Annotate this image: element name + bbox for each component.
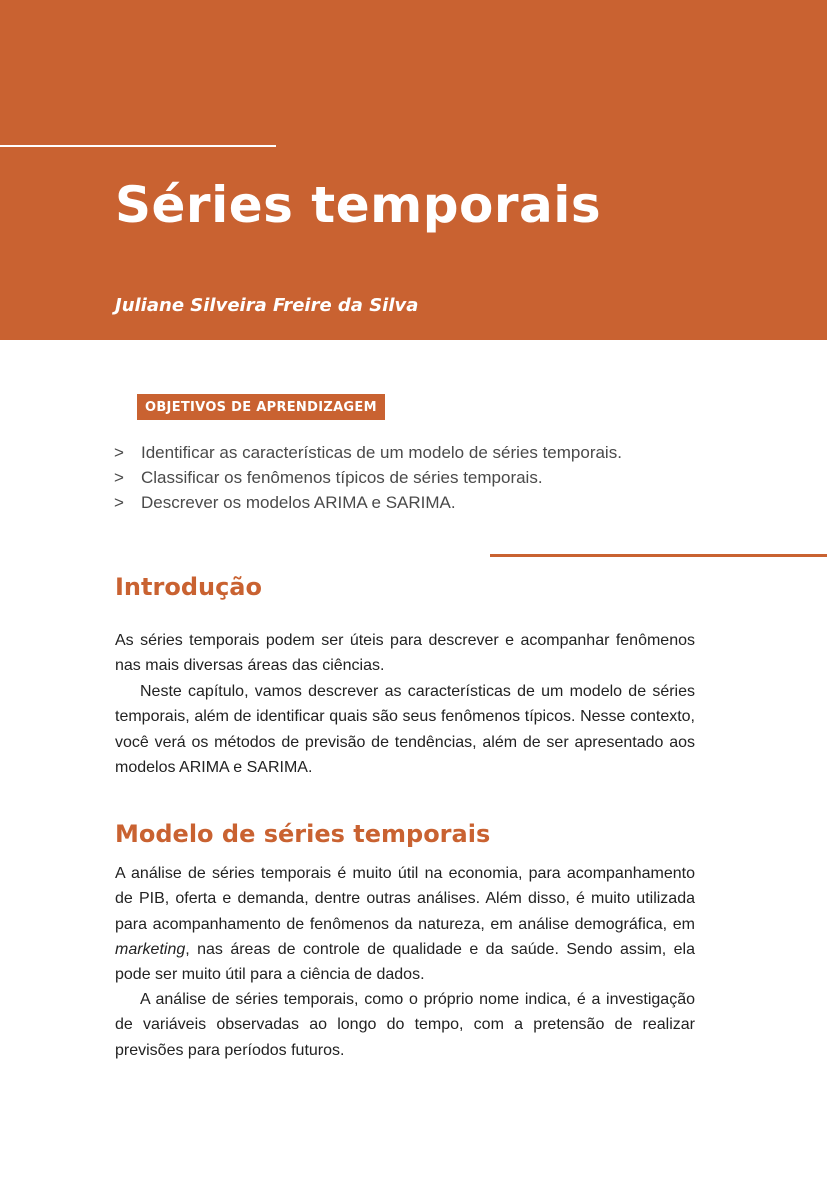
modelo-paragraph-2: A análise de séries temporais, como o próprio nome indica, é a investigação de variáveis observadas ao longo do tempo, com a pretensão de realizar previsões para períodos futuros. [115,991,695,1059]
modelo-p1-text-b: , nas áreas de controle de qualidade e da saúde. Sendo assim, ela pode ser muito útil para a ciência de dados. [115,940,695,984]
section-divider [490,554,827,557]
modelo-p1-emphasis: marketing [115,940,186,958]
objectives-list [114,440,622,515]
objective-item [114,465,622,490]
objective-text: Identificar as características de um modelo de séries temporais. [141,443,622,462]
objective-item [114,490,622,515]
chapter-author: Juliane Silveira Freire da Silva [115,295,419,316]
chapter-title: Séries temporais [115,176,602,234]
intro-paragraph-1: As séries temporais podem ser úteis para descrever e acompanhar fenômenos nas mais diversas áreas das ciências. [115,632,695,675]
section-heading-introducao: Introdução [115,573,262,601]
objective-text: Descrever os modelos ARIMA e SARIMA. [141,493,456,512]
header-divider [0,145,276,147]
modelo-p1-text-a: A análise de séries temporais é muito útil na economia, para acompanhamento de PIB, oferta e demanda, dentre outras análises. Além disso, é muito utilizada para acompanhamento de fenômenos da natureza, em análise demográfica, em [115,865,695,933]
modelo-paragraph-1 [115,861,695,987]
objective-text: Classificar os fenômenos típicos de séries temporais. [141,468,543,487]
chevron-right-icon: > [114,493,124,512]
chevron-right-icon: > [114,468,124,487]
chevron-right-icon: > [114,443,124,462]
section-heading-modelo: Modelo de séries temporais [115,820,491,848]
intro-paragraph-2: Neste capítulo, vamos descrever as características de um modelo de séries temporais, além de identificar quais são seus fenômenos típicos. Nesse contexto, você verá os métodos de previsão de tendências, além de ser apresentado aos modelos ARIMA e SARIMA. [115,683,695,776]
objective-item [114,440,622,465]
objectives-label: OBJETIVOS DE APRENDIZAGEM [137,394,385,420]
